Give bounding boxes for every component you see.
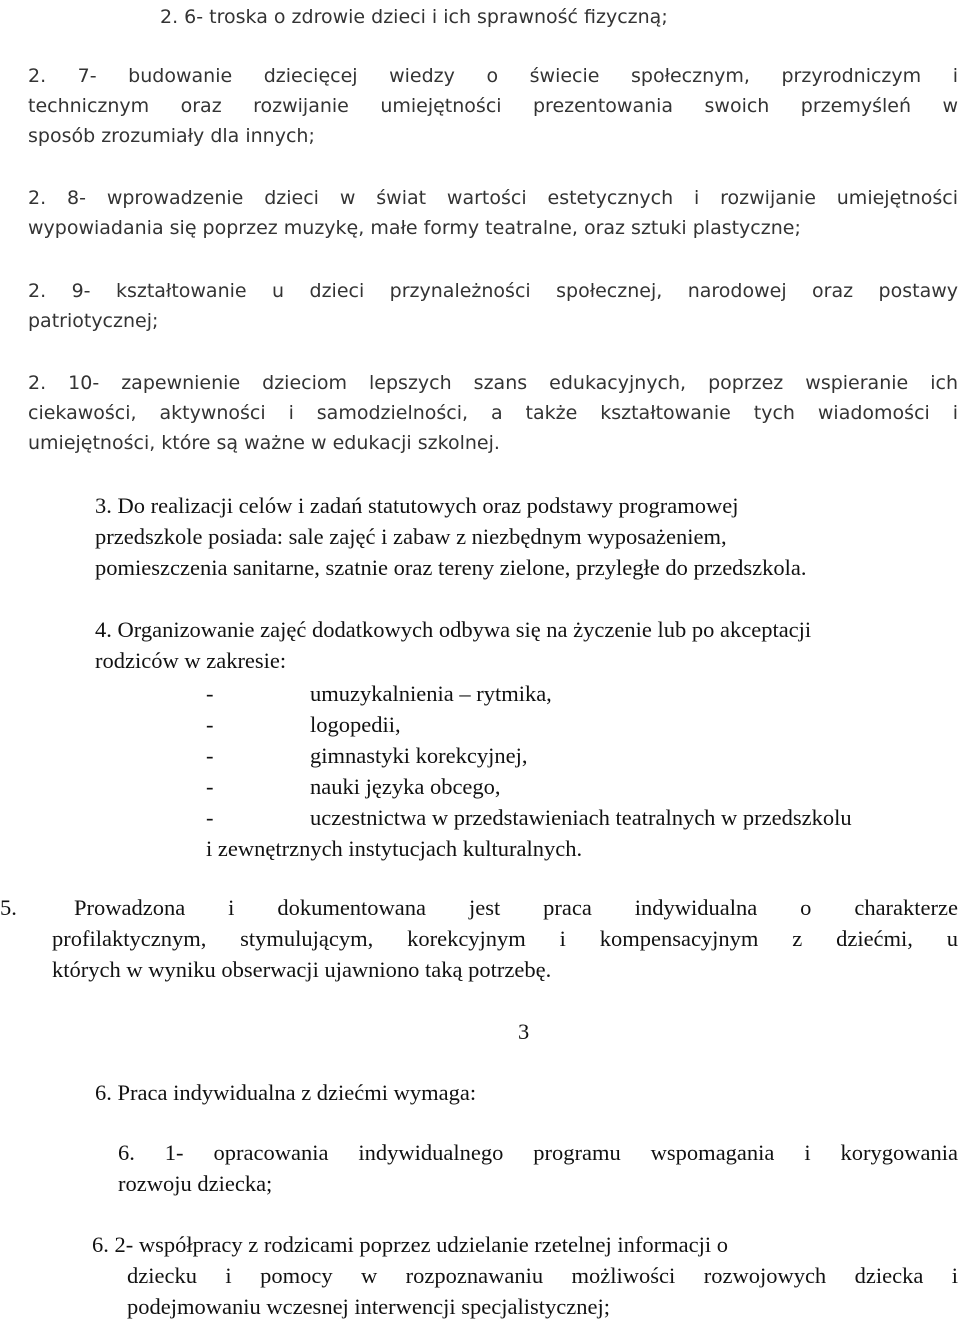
item-6-1-line: rozwoju dziecka; — [118, 1171, 273, 1196]
item-2-10-line: umiejętności, które są ważne w edukacji szkolnej. — [28, 432, 500, 454]
item-2-8-line: wypowiadania się poprzez muzykę, małe formy teatralne, oraz sztuki plastyczne; — [28, 217, 801, 239]
item-6-1-line: 6. 1- opracowania indywidualnego programu wspomagania i korygowania — [118, 1140, 958, 1165]
item-2-6 — [160, 2, 880, 32]
list-item-text: gimnastyki korekcyjnej, — [310, 743, 528, 768]
item-2-9-line: 2. 9- kształtowanie u dzieci przynależności społecznej, narodowej oraz postawy — [28, 280, 958, 302]
item-3-line: pomieszczenia sanitarne, szatnie oraz tereny zielone, przyległe do przedszkola. — [95, 555, 807, 580]
item-5-number: 5. — [0, 895, 17, 920]
item-3-line: 3. Do realizacji celów i zadań statutowych oraz podstawy programowej — [95, 493, 739, 518]
list-dash: - — [206, 805, 214, 830]
item-2-10-line: 2. 10- zapewnienie dzieciom lepszych szans edukacyjnych, poprzez wspieranie ich — [28, 372, 958, 394]
list-item-text: logopedii, — [310, 712, 401, 737]
item-2-7 — [28, 61, 958, 151]
item-4-line: rodziców w zakresie: — [95, 648, 287, 673]
list-dash: - — [206, 712, 214, 737]
list-item — [200, 709, 960, 740]
item-6-heading — [95, 1077, 795, 1108]
item-2-7-line: 2. 7- budowanie dziecięcej wiedzy o świecie społecznym, przyrodniczym i — [28, 65, 958, 87]
item-4-list — [200, 678, 960, 864]
item-6-2-line: podejmowaniu wczesnej interwencji specjalistycznej; — [127, 1294, 610, 1319]
list-item — [200, 802, 960, 833]
item-2-9-line: patriotycznej; — [28, 310, 159, 332]
list-item-text: nauki języka obcego, — [310, 774, 501, 799]
item-5 — [52, 892, 958, 985]
item-3-line: przedszkole posiada: sale zajęć i zabaw z niezbędnym wyposażeniem, — [95, 524, 727, 549]
list-dash: - — [206, 681, 214, 706]
item-2-7-line: technicznym oraz rozwijanie umiejętności prezentowania swoich przemyśleń w — [28, 95, 958, 117]
list-continuation-text: i zewnętrznych instytucjach kulturalnych. — [206, 836, 583, 861]
list-item-text: umuzykalnienia – rytmika, — [310, 681, 552, 706]
item-2-8-line: 2. 8- wprowadzenie dzieci w świat wartości estetycznych i rozwijanie umiejętności — [28, 187, 958, 209]
item-6-1 — [118, 1137, 958, 1199]
item-6-2 — [92, 1229, 958, 1322]
list-dash: - — [206, 774, 214, 799]
item-2-10 — [28, 368, 958, 458]
item-2-6-line: 2. 6- troska o zdrowie dzieci i ich sprawność fizyczną; — [160, 6, 668, 28]
item-5-line: profilaktycznym, stymulującym, korekcyjnym i kompensacyjnym z dziećmi, u — [52, 926, 958, 951]
item-2-7-line: sposób zrozumiały dla innych; — [28, 125, 315, 147]
item-2-10-line: ciekawości, aktywności i samodzielności, a także kształtowanie tych wiadomości i — [28, 402, 958, 424]
item-5-line: Prowadzona i dokumentowana jest praca indywidualna o charakterze — [74, 895, 958, 920]
item-3 — [95, 490, 955, 583]
list-item — [200, 678, 960, 709]
list-item — [200, 740, 960, 771]
list-item — [200, 771, 960, 802]
item-2-9 — [28, 276, 958, 336]
item-4 — [95, 614, 955, 676]
list-item-text: uczestnictwa w przedstawieniach teatralnych w przedszkolu — [310, 805, 852, 830]
page-number: 3 — [518, 1019, 530, 1044]
item-6-heading-text: 6. Praca indywidualna z dziećmi wymaga: — [95, 1080, 477, 1105]
list-continuation — [200, 833, 960, 864]
item-2-8 — [28, 183, 958, 243]
item-5-line: których w wyniku obserwacji ujawniono taką potrzebę. — [52, 957, 552, 982]
item-4-line: 4. Organizowanie zajęć dodatkowych odbywa się na życzenie lub po akceptacji — [95, 617, 812, 642]
item-6-2-line: dziecku i pomocy w rozpoznawaniu możliwości rozwojowych dziecka i — [127, 1263, 958, 1288]
list-dash: - — [206, 743, 214, 768]
item-6-2-line: 6. 2- współpracy z rodzicami poprzez udzielanie rzetelnej informacji o — [92, 1232, 728, 1257]
